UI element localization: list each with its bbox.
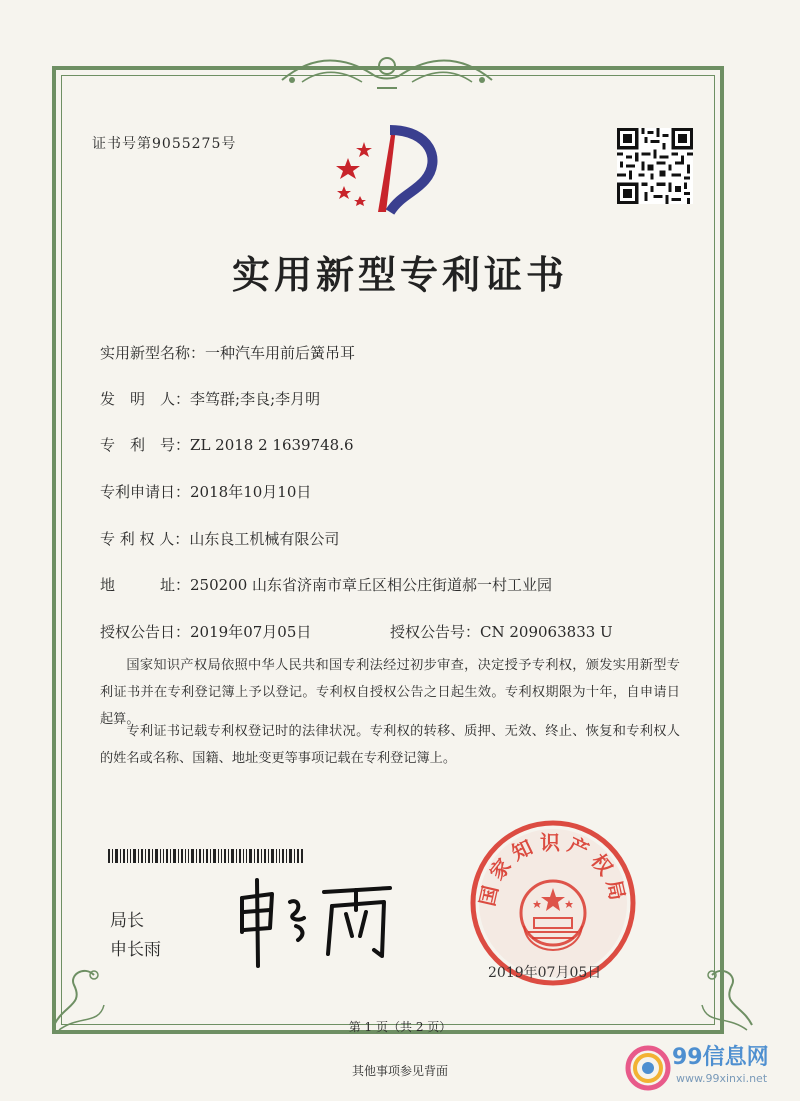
field-patentee	[100, 528, 339, 549]
seal-text: 国家知识产权局	[475, 830, 631, 909]
statement-paragraph-2: 专利证书记载专利权登记时的法律状况。专利权的转移、质押、无效、终止、恢复和专利权人的姓名或名称、国籍、地址变更等事项记载在专利登记簿上。	[100, 724, 680, 766]
barcode-icon	[108, 849, 303, 863]
field-grant-date	[100, 621, 311, 642]
field-value: 2018年10月10日	[190, 483, 312, 501]
statement-paragraph-1: 国家知识产权局依照中华人民共和国专利法经过初步审查，决定授予专利权，颁发实用新型专利证书并在专利登记簿上予以登记。专利权自授权公告之日起生效。专利权期限为十年，自申请日起算。	[100, 658, 680, 727]
qr-code-icon	[617, 128, 693, 204]
field-label: 地 址：	[100, 576, 191, 594]
field-label: 实用新型名称：	[100, 344, 206, 362]
field-label: 专利申请日：	[100, 483, 191, 501]
field-inventor	[100, 388, 320, 409]
field-grant-number	[390, 621, 613, 642]
field-label: 授权公告号：	[390, 623, 481, 641]
field-patent-number	[100, 434, 354, 455]
watermark-url: www.99xinxi.net	[676, 1072, 768, 1085]
top-ornament-icon	[272, 50, 502, 92]
field-value: 山东良工机械有限公司	[189, 530, 340, 548]
field-label: 发 明 人：	[100, 390, 191, 408]
field-label: 专 利 号：	[100, 436, 191, 454]
director-title: 局长	[110, 911, 144, 931]
watermark-brand: 99信息网	[672, 1045, 769, 1070]
field-value: 2019年07月05日	[190, 623, 312, 641]
field-value: 李笃群;李良;李月明	[190, 390, 321, 408]
patent-office-logo-icon	[330, 120, 450, 218]
seal-date: 2019年07月05日	[488, 965, 602, 981]
back-note: 其他事项参见背面	[351, 1064, 448, 1078]
field-filing-date	[100, 481, 311, 502]
field-label: 专 利 权 人：	[100, 530, 190, 548]
field-label: 授权公告日：	[100, 623, 191, 641]
field-utility-model-name	[100, 342, 355, 363]
certificate-number: 证书号第9055275号	[92, 136, 237, 152]
page-number: 第 1 页（共 2 页）	[348, 1020, 452, 1034]
director-name: 申长雨	[110, 940, 161, 960]
field-value: 一种汽车用前后簧吊耳	[205, 344, 356, 362]
field-value: CN 209063833 U	[480, 623, 613, 641]
certificate-title: 实用新型专利证书	[231, 252, 568, 297]
signature-icon	[228, 870, 398, 970]
field-value: 250200 山东省济南市章丘区相公庄街道郝一村工业园	[190, 576, 553, 594]
field-value: ZL 2018 2 1639748.6	[190, 436, 354, 454]
field-address	[100, 574, 552, 595]
